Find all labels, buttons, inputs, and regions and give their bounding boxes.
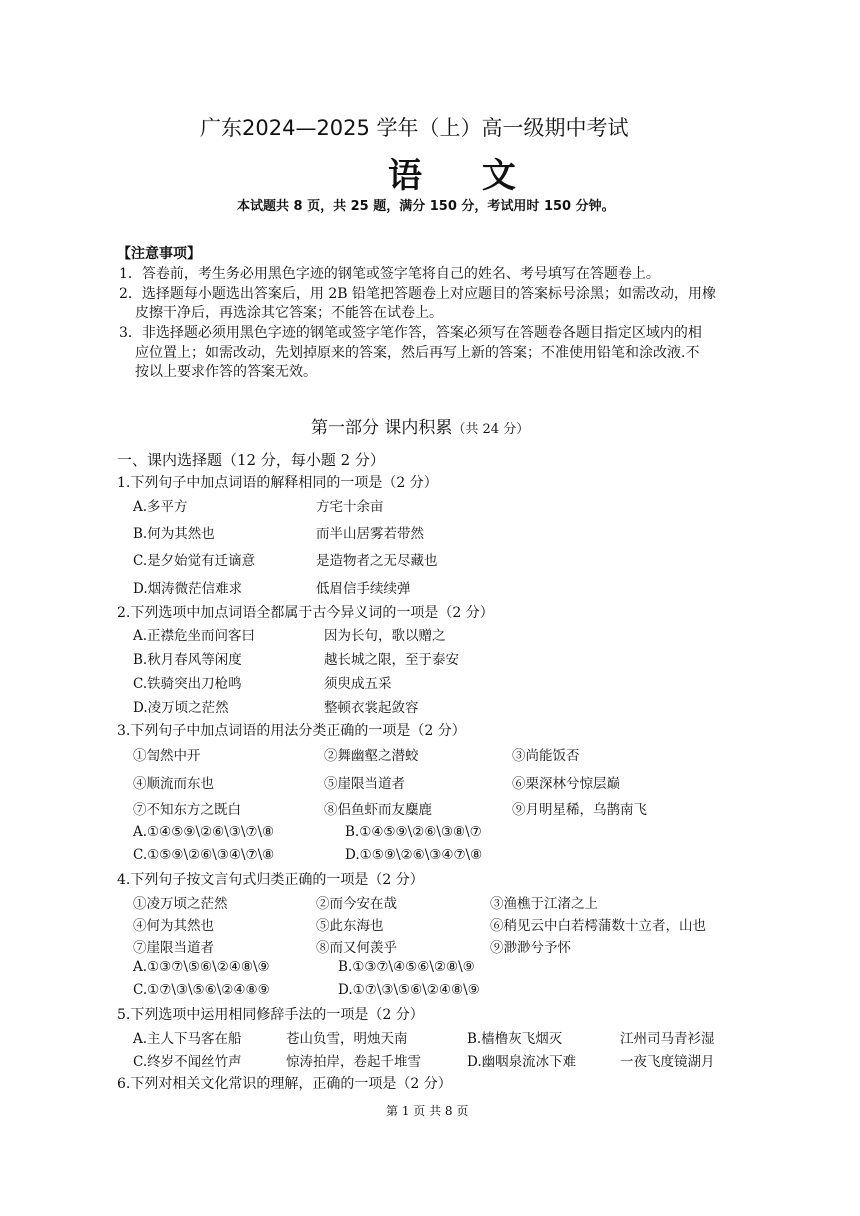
q1-option-a-right: 方宅十余亩 <box>316 499 384 515</box>
q6-stem: 6.下列对相关文化常识的理解，正确的一项是（2 分） <box>117 1076 452 1092</box>
part1-heading: 一、课内选择题（12 分，每小题 2 分） <box>117 451 385 469</box>
q3-option-a: A.①④⑤⑨\②⑥\③\⑦\⑧ <box>133 824 275 840</box>
q5-option-c-right: 惊涛拍岸，卷起千堆雪 <box>286 1054 421 1070</box>
q3-item-1: ①訇然中开 <box>133 748 201 764</box>
q2-option-a-left: A.正襟危坐而问客曰 <box>133 628 256 644</box>
q3-item-4: ④顺流而东也 <box>133 776 214 792</box>
q3-item-8: ⑧侣鱼虾而友麋鹿 <box>324 802 432 818</box>
q5-option-b-right: 江州司马青衫湿 <box>620 1031 715 1047</box>
q4-item-6: ⑥稍见云中白若樗蒲数十立者，山也 <box>490 918 706 934</box>
notice-heading: 【注意事项】 <box>117 246 201 262</box>
q2-option-d-right: 整顿衣裳起敛容 <box>324 700 419 716</box>
q2-option-a-right: 因为长句，歌以赠之 <box>324 628 446 644</box>
q4-option-d: D.①⑦\③\⑤⑥\②④⑧\⑨ <box>338 982 480 998</box>
q4-option-a: A.①③⑦\⑤⑥\②④⑧\⑨ <box>133 959 270 975</box>
q5-option-d-left: D.幽咽泉流冰下难 <box>467 1054 577 1070</box>
notice-item-2-line-2: 皮擦干净后，再选涂其它答案；不能答在试卷上。 <box>135 305 443 321</box>
q4-item-3: ③渔樵于江渚之上 <box>490 896 598 912</box>
q4-stem: 4.下列句子按文言句式归类正确的一项是（2 分） <box>117 872 424 888</box>
q5-option-d-right: 一夜飞度镜湖月 <box>620 1054 715 1070</box>
subject-title: 语 文 <box>388 156 540 196</box>
q3-item-3: ③尚能饭否 <box>512 748 580 764</box>
q4-item-8: ⑧而又何羡乎 <box>316 940 397 956</box>
q2-option-b-right: 越长城之限，至于泰安 <box>324 652 459 668</box>
q3-item-7: ⑦不知东方之既白 <box>133 802 241 818</box>
q4-item-9: ⑨渺渺兮予怀 <box>490 940 571 956</box>
q4-item-5: ⑤此东海也 <box>316 918 384 934</box>
q4-item-4: ④何为其然也 <box>133 918 214 934</box>
q1-option-d-left: D.烟涛微茫信难求 <box>133 581 243 597</box>
notice-item-3-line-3: 按以上要求作答的答案无效。 <box>135 364 317 380</box>
q3-item-2: ②舞幽壑之潜蛟 <box>324 748 419 764</box>
notice-item-3-line-1: 3．非选择题必须用黑色字迹的钢笔或签字笔作答，答案必须写在答题卷各题目指定区域内的相 <box>119 325 702 341</box>
q1-option-d-right: 低眉信手续续弹 <box>316 581 411 597</box>
q5-option-c-left: C.终岁不闻丝竹声 <box>133 1054 242 1070</box>
page-footer: 第 1 页 共 8 页 <box>386 1104 469 1118</box>
q4-option-b: B.①③⑦\④⑤⑥\②⑧\⑨ <box>338 959 475 975</box>
q5-option-a-left: A.主人下马客在船 <box>133 1031 242 1047</box>
exam-title: 广东2024—2025 学年（上）高一级期中考试 <box>200 116 629 140</box>
section-heading <box>311 413 529 438</box>
q3-stem: 3.下列句子中加点词语的用法分类正确的一项是（2 分） <box>117 723 466 739</box>
q3-option-d: D.①⑤⑨\②⑥\③④⑦\⑧ <box>345 847 483 863</box>
q1-option-c-left: C.是夕始觉有迁谪意 <box>133 553 256 569</box>
notice-item-3-line-2: 应位置上；如需改动，先划掉原来的答案，然后再写上新的答案；不准使用铅笔和涂改液.不 <box>135 345 700 361</box>
q1-option-c-right: 是造物者之无尽藏也 <box>316 553 438 569</box>
q4-item-7: ⑦崖限当道者 <box>133 940 214 956</box>
q1-stem: 1.下列句子中加点词语的解释相同的一项是（2 分） <box>117 475 438 491</box>
notice-item-2-line-1: 2．选择题每小题选出答案后，用 2B 铅笔把答题卷上对应题目的答案标号涂黑；如需改动，用橡 <box>119 286 717 302</box>
notice-item-1: 1．答卷前，考生务必用黑色字迹的钢笔或签字笔将自己的姓名、考号填写在答题卷上。 <box>119 266 660 282</box>
q2-stem: 2.下列选项中加点词语全都属于古今异义词的一项是（2 分） <box>117 605 494 621</box>
q1-option-b-right: 而半山居雾若带然 <box>316 526 424 542</box>
q2-option-d-left: D.凌万顷之茫然 <box>133 700 229 716</box>
q2-option-c-right: 须臾成五采 <box>324 676 392 692</box>
q3-option-c: C.①⑤⑨\②⑥\③④\⑦\⑧ <box>133 847 275 863</box>
q3-item-6: ⑥栗深林兮惊层巅 <box>512 776 620 792</box>
q3-item-5: ⑤崖限当道者 <box>324 776 405 792</box>
section-title: 第一部分 课内积累 <box>311 418 453 438</box>
q1-option-a-left: A.多平方 <box>133 499 188 515</box>
q4-item-1: ①凌万顷之茫然 <box>133 896 228 912</box>
q4-option-c: C.①⑦\③\⑤⑥\②④⑧⑨ <box>133 982 270 998</box>
q5-option-b-left: B.樯橹灰飞烟灭 <box>467 1031 563 1047</box>
q1-option-b-left: B.何为其然也 <box>133 526 215 542</box>
q2-option-c-left: C.铁骑突出刀枪鸣 <box>133 676 242 692</box>
q5-stem: 5.下列选项中运用相同修辞手法的一项是（2 分） <box>117 1007 424 1023</box>
section-score: （共 24 分） <box>452 422 530 437</box>
q3-item-9: ⑨月明星稀，乌鹊南飞 <box>512 802 647 818</box>
exam-info: 本试题共 8 页，共 25 题，满分 150 分，考试用时 150 分钟。 <box>237 199 615 214</box>
q2-option-b-left: B.秋月春风等闲度 <box>133 652 242 668</box>
q3-option-b: B.①④⑤⑨\②⑥\③⑧\⑦ <box>345 824 482 840</box>
q5-option-a-right: 苍山负雪，明烛天南 <box>286 1031 408 1047</box>
q4-item-2: ②而今安在哉 <box>316 896 397 912</box>
